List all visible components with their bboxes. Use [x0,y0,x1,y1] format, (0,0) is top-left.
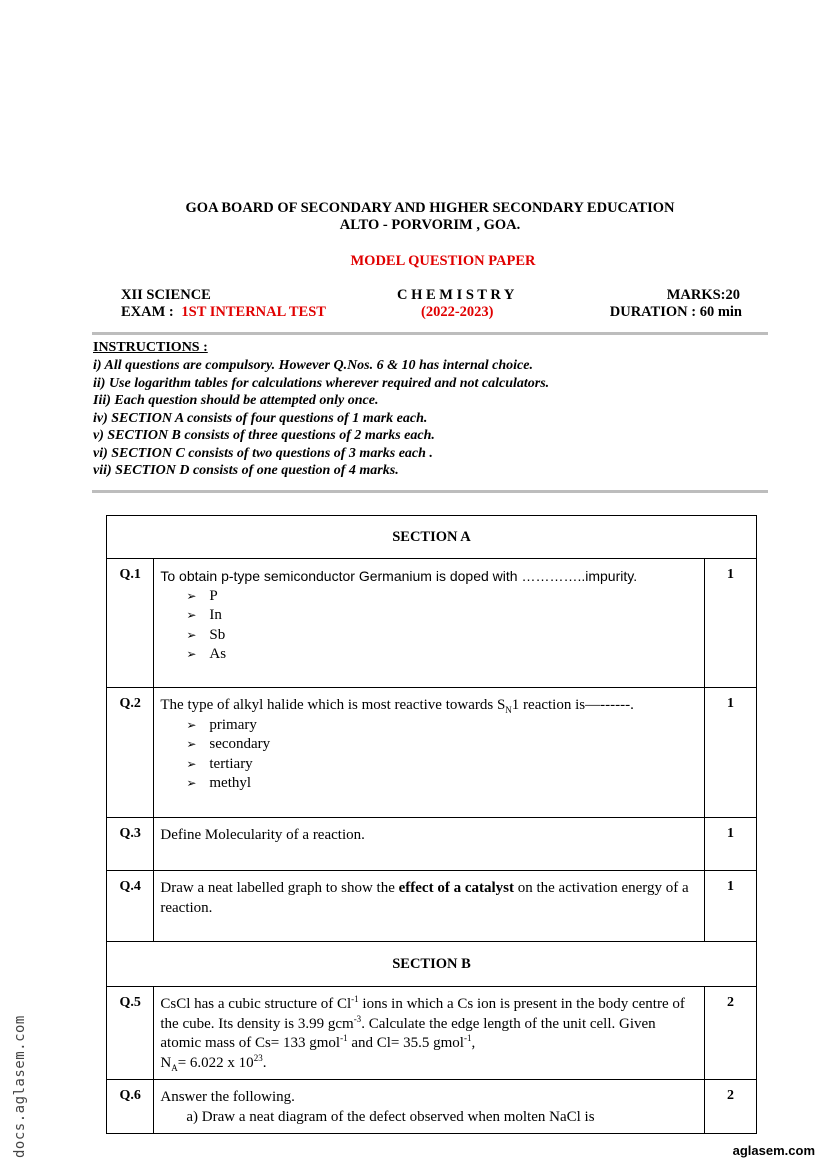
arrow-bullet-icon: ➢ [186,647,197,661]
instructions-heading: INSTRUCTIONS : [93,340,208,355]
question-row [107,688,757,818]
class-label: XII SCIENCE [121,287,211,303]
arrow-bullet-icon: ➢ [186,717,197,732]
question-row [107,818,757,871]
arrow-bullet-icon: ➢ [186,756,197,771]
instruction-item: i) All questions are compulsory. However Q.Nos. 6 & 10 has internal choice. [93,358,533,373]
instruction-item: ii) Use logarithm tables for calculations wherever required and not calculators. [93,376,550,391]
arrow-bullet-icon: ➢ [186,588,197,603]
question-table [106,515,757,1134]
instruction-item: Iii) Each question should be attempted only once. [93,393,379,408]
instruction-item: vi) SECTION C consists of two questions of 3 marks each . [93,446,433,461]
options-list [160,716,698,794]
option-item: ➢ In [186,606,698,626]
question-number: Q.2 [107,688,154,818]
option-item: ➢ secondary [186,735,698,755]
marks-label: MARKS:20 [666,287,740,303]
question-text [154,688,705,818]
option-item: ➢ P [186,587,698,607]
arrow-bullet-icon: ➢ [186,627,197,642]
subject-label: C H E M I S T R Y [397,287,515,303]
brand-logo: aglasem.com [732,1143,815,1158]
question-marks: 1 [705,871,757,942]
section-b-title: SECTION B [107,942,757,987]
option-item: ➢ tertiary [186,755,698,775]
question-text: CsCl has a cubic structure of $Cl^{-1}$ ions in which a Cs ion is present in the body centre of the cube. Its density is 3.99 gcm$^{-3}$. Calculate the edge length of the unit cell. Given atomic mass of Cs= 133 gmol$^{-1}$ and Cl= 35.5 gmol$^{-1}$, $N_A= 6.022$ x $10^{23}$. [154,987,705,1080]
question-row [107,871,757,942]
option-item: ➢ Sb [186,626,698,646]
question-row [107,987,757,1080]
sub-question: a) Draw a neat diagram of the defect observed when molten NaCl is [186,1108,595,1125]
duration-label: DURATION : 60 min [609,304,742,320]
board-address: ALTO - PORVORIM , GOA. [339,217,521,233]
question-number: Q.3 [107,818,154,871]
exam-name: 1ST INTERNAL TEST [181,304,326,320]
instruction-item: iv) SECTION A consists of four questions of 1 mark each. [93,411,428,426]
question-text: Answer the following. a) Draw a neat diagram of the defect observed when molten NaCl is [154,1080,705,1134]
exam-row [121,304,326,321]
question-marks: 2 [705,1080,757,1134]
instruction-item: vii) SECTION D consists of one question of 4 marks. [93,463,399,478]
question-marks: 1 [705,559,757,688]
arrow-bullet-icon: ➢ [186,608,197,622]
divider-top [92,332,768,335]
question-marks: 1 [705,688,757,818]
watermark: docs.aglasem.com [12,1015,28,1158]
question-number: Q.6 [107,1080,154,1134]
board-name: GOA BOARD OF SECONDARY AND HIGHER SECONDARY EDUCATION [185,200,675,216]
paper-type: MODEL QUESTION PAPER [350,253,536,269]
option-item: ➢ primary [186,716,698,736]
option-item: ➢ methyl [186,774,698,794]
question-text: Define Molecularity of a reaction. [154,818,705,871]
question-prompt: To obtain p-type semiconductor Germanium is doped with …………..impurity. [160,568,638,584]
exam-label: EXAM : [121,304,174,320]
options-list [160,587,698,665]
question-number: Q.4 [107,871,154,942]
question-marks: 1 [705,818,757,871]
divider-bottom [92,490,768,493]
arrow-bullet-icon: ➢ [186,776,197,790]
instruction-item: v) SECTION B consists of three questions of 2 marks each. [93,428,435,443]
question-row [107,1080,757,1134]
section-a-title: SECTION A [107,516,757,559]
question-marks: 2 [705,987,757,1080]
question-text [154,559,705,688]
question-number: Q.1 [107,559,154,688]
question-number: Q.5 [107,987,154,1080]
question-prompt: The type of alkyl halide which is most reactive towards $S_N1$ reaction is—------. [160,697,634,715]
academic-year: (2022-2023) [421,304,494,320]
question-text: Draw a neat labelled graph to show the effect of a catalyst on the activation energy of a reaction. [154,871,705,942]
arrow-bullet-icon: ➢ [186,737,197,751]
question-row [107,559,757,688]
option-item: ➢ As [186,645,698,665]
